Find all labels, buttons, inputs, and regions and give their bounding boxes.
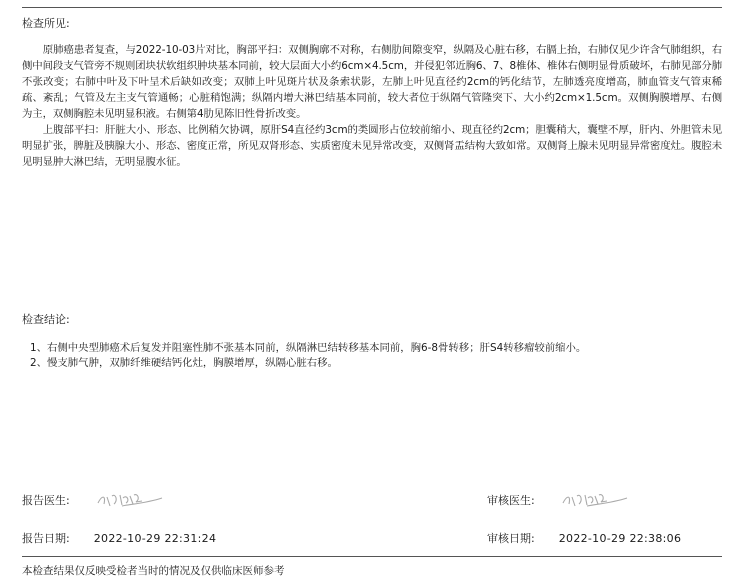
conclusion-item: 1、右侧中央型肺癌术后复发并阻塞性肺不张基本同前，纵隔淋巴结转移基本同前，胸6-8骨转移；肝S4转移瘤较前缩小。 — [30, 342, 587, 354]
report-doctor-signature — [92, 489, 172, 511]
bottom-rule — [22, 556, 722, 557]
review-date-value: 2022-10-29 22:38:06 — [558, 531, 682, 545]
review-doctor-label: 审核医生: — [487, 494, 535, 507]
footer-disclaimer: 本检查结果仅反映受检者当时的情况及仅供临床医师参考 — [22, 565, 285, 577]
report-doctor-row — [22, 489, 172, 511]
findings-body — [22, 42, 722, 170]
findings-abdomen-paragraph: 上腹部平扫：肝脏大小、形态、比例稍欠协调，原肝S4直径约3cm的类圆形占位较前缩小、现直径约2cm；胆囊稍大，囊壁不厚，肝内、外胆管未见明显扩张，脾脏及胰腺大小、形态、密度正常，所见双肾形态、实质密度未见异常改变，双侧肾盂结构大致如常。双侧肾上腺未见明显异常密度灶。腹腔未见明显肿大淋巴结，无明显腹水征。 — [22, 124, 722, 168]
conclusion-item: 2、慢支肺气肿，双肺纤维硬结钙化灶，胸膜增厚，纵隔心脏右移。 — [30, 357, 338, 369]
report-date-label: 报告日期: — [22, 532, 70, 545]
findings-heading: 检查所见: — [22, 17, 70, 30]
conclusion-list — [22, 341, 722, 371]
review-doctor-row — [487, 489, 637, 511]
top-rule — [22, 7, 722, 8]
findings-chest-paragraph: 原肺癌患者复查，与2022-10-03片对比，胸部平扫：双侧胸廓不对称，右侧肋间隙变窄，纵隔及心脏右移，右膈上抬，右肺仅见少许含气肺组织，右侧中间段支气管旁不规则团块状软组织肿块基本同前，较大层面大小约6cm×4.5cm，并侵犯邻近胸6、7、8椎体、椎体右侧明显骨质破坏，右肺见部分肺不张改变；右肺中叶及下叶呈术后缺如改变；双肺上叶见斑片状及条索状影，左肺上叶见直径约2cm的钙化结节，左肺透亮度增高，肺血管支气管束稀疏、紊乱；气管及左主支气管通畅；心脏稍饱满；纵隔内增大淋巴结基本同前，较大者位于纵隔气管隆突下、大小约2cm×1.5cm。双侧胸膜增厚、右侧为主，双侧胸腔未见明显积液。右侧第4肋见陈旧性骨折改变。 — [22, 44, 722, 120]
review-date-label: 审核日期: — [487, 532, 535, 545]
report-doctor-label: 报告医生: — [22, 494, 70, 507]
report-date-value: 2022-10-29 22:31:24 — [93, 531, 217, 545]
review-doctor-signature — [557, 489, 637, 511]
report-date-row — [22, 530, 216, 546]
review-date-row — [487, 530, 681, 546]
conclusion-heading: 检查结论: — [22, 313, 70, 326]
